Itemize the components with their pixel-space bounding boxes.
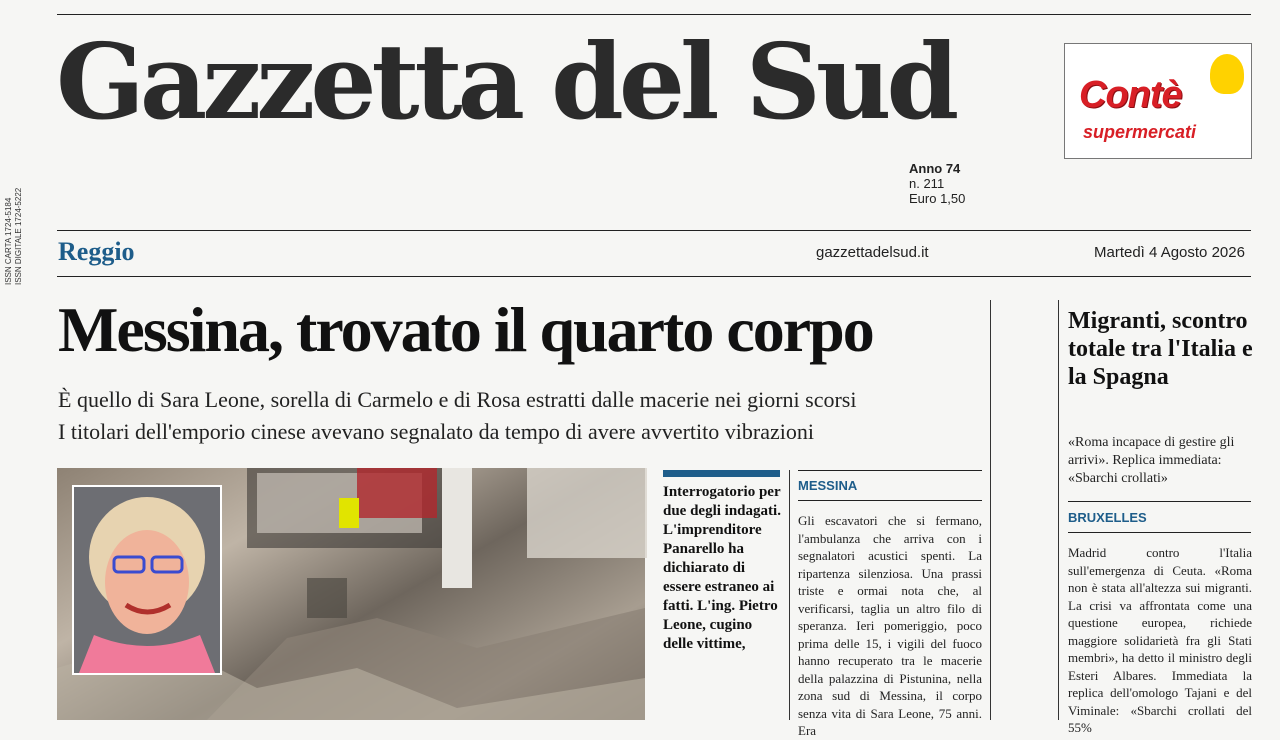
- issue-info: [909, 161, 965, 206]
- divider-caption-article: [789, 470, 790, 720]
- article-rule: [798, 470, 982, 471]
- caption-accent-bar: [663, 470, 780, 477]
- issn-digitale: ISSN DIGITALE 1724-5222: [14, 187, 23, 285]
- top-rule: [57, 14, 1251, 15]
- sidebar-deck: «Roma incapace di gestire gli arrivi». Replica immediata: «Sbarchi crollati»: [1068, 435, 1235, 486]
- sidebar-headline[interactable]: Migranti, scontro totale tra l'Italia e la Spagna: [1068, 308, 1253, 390]
- issue-year: Anno 74: [909, 161, 961, 176]
- subhead-1: È quello di Sara Leone, sorella di Carmelo e di Rosa estratti dalle macerie nei giorni scorsi: [58, 387, 857, 412]
- article-section-label: MESSINA: [798, 478, 858, 493]
- article-body: Gli escavatori che si fermano, l'ambulanza che arriva con i segnalatori acustici spenti. La ripartenza silenziosa. Una prassi triste e ormai nota che, al verificarsi, taglia un altro filo di speranza. Ieri pomeriggio, poco prima delle 15, i vigili del fuoco hanno recuperato tra le macerie della palazzina di Pistunina, nella zona sud di Messina, il corpo senza vita di Sara Leone, 75 anni. Era: [798, 513, 982, 738]
- article-rule-2: [798, 500, 982, 501]
- advertisement-conte[interactable]: [1064, 43, 1252, 159]
- site-link[interactable]: gazzettadelsud.it: [816, 244, 929, 261]
- ad-subtitle: supermercati: [1083, 122, 1197, 142]
- photo-caption: Interrogatorio per due degli indagati. L'imprenditore Panarello ha dichiarato di essere estraneo ai fatti. L'ing. Pietro Leone, cugino delle vittime,: [663, 484, 781, 652]
- issue-price: Euro 1,50: [909, 191, 966, 206]
- issn-carta: ISSN CARTA 1724-5184: [4, 197, 13, 285]
- ad-brand: Contè: [1079, 74, 1182, 116]
- edition-rule-bottom: [57, 276, 1251, 277]
- subhead-2: I titolari dell'emporio cinese avevano segnalato da tempo di avere avvertito vibrazioni: [58, 419, 814, 444]
- sidebar-rule-2: [1068, 532, 1251, 533]
- ad-yellow-accent: [1210, 54, 1244, 94]
- main-headline[interactable]: Messina, trovato il quarto corpo: [58, 294, 873, 365]
- rescue-photo: [57, 468, 645, 720]
- masthead-title: Gazzetta del Sud: [56, 20, 955, 143]
- victim-portrait: [72, 485, 222, 675]
- sidebar-rule: [1068, 501, 1251, 502]
- portrait-illustration: [74, 487, 220, 673]
- sidebar-section-label: BRUXELLES: [1068, 510, 1147, 525]
- issn-text: [4, 188, 24, 285]
- edition-rule-top: [57, 230, 1251, 231]
- sidebar-body: Madrid contro l'Italia sull'emergenza di Ceuta. «Roma non è stata all'altezza sui migranti. La crisi va affrontata come una questione europea, richiede maggiore solidarietà fra gli Stati membri», ha detto il ministro degli Esteri Albares. Immediata la replica dell'omologo Tajani e del Viminale: «Sbarchi crollati del 55%: [1068, 545, 1252, 735]
- issue-number: n. 211: [909, 176, 945, 191]
- issue-date: Martedì 4 Agosto 2026: [1094, 244, 1245, 261]
- divider-sidebar: [1058, 300, 1059, 720]
- edition-label: Reggio: [58, 237, 135, 266]
- divider-main-sidebar: [990, 300, 991, 720]
